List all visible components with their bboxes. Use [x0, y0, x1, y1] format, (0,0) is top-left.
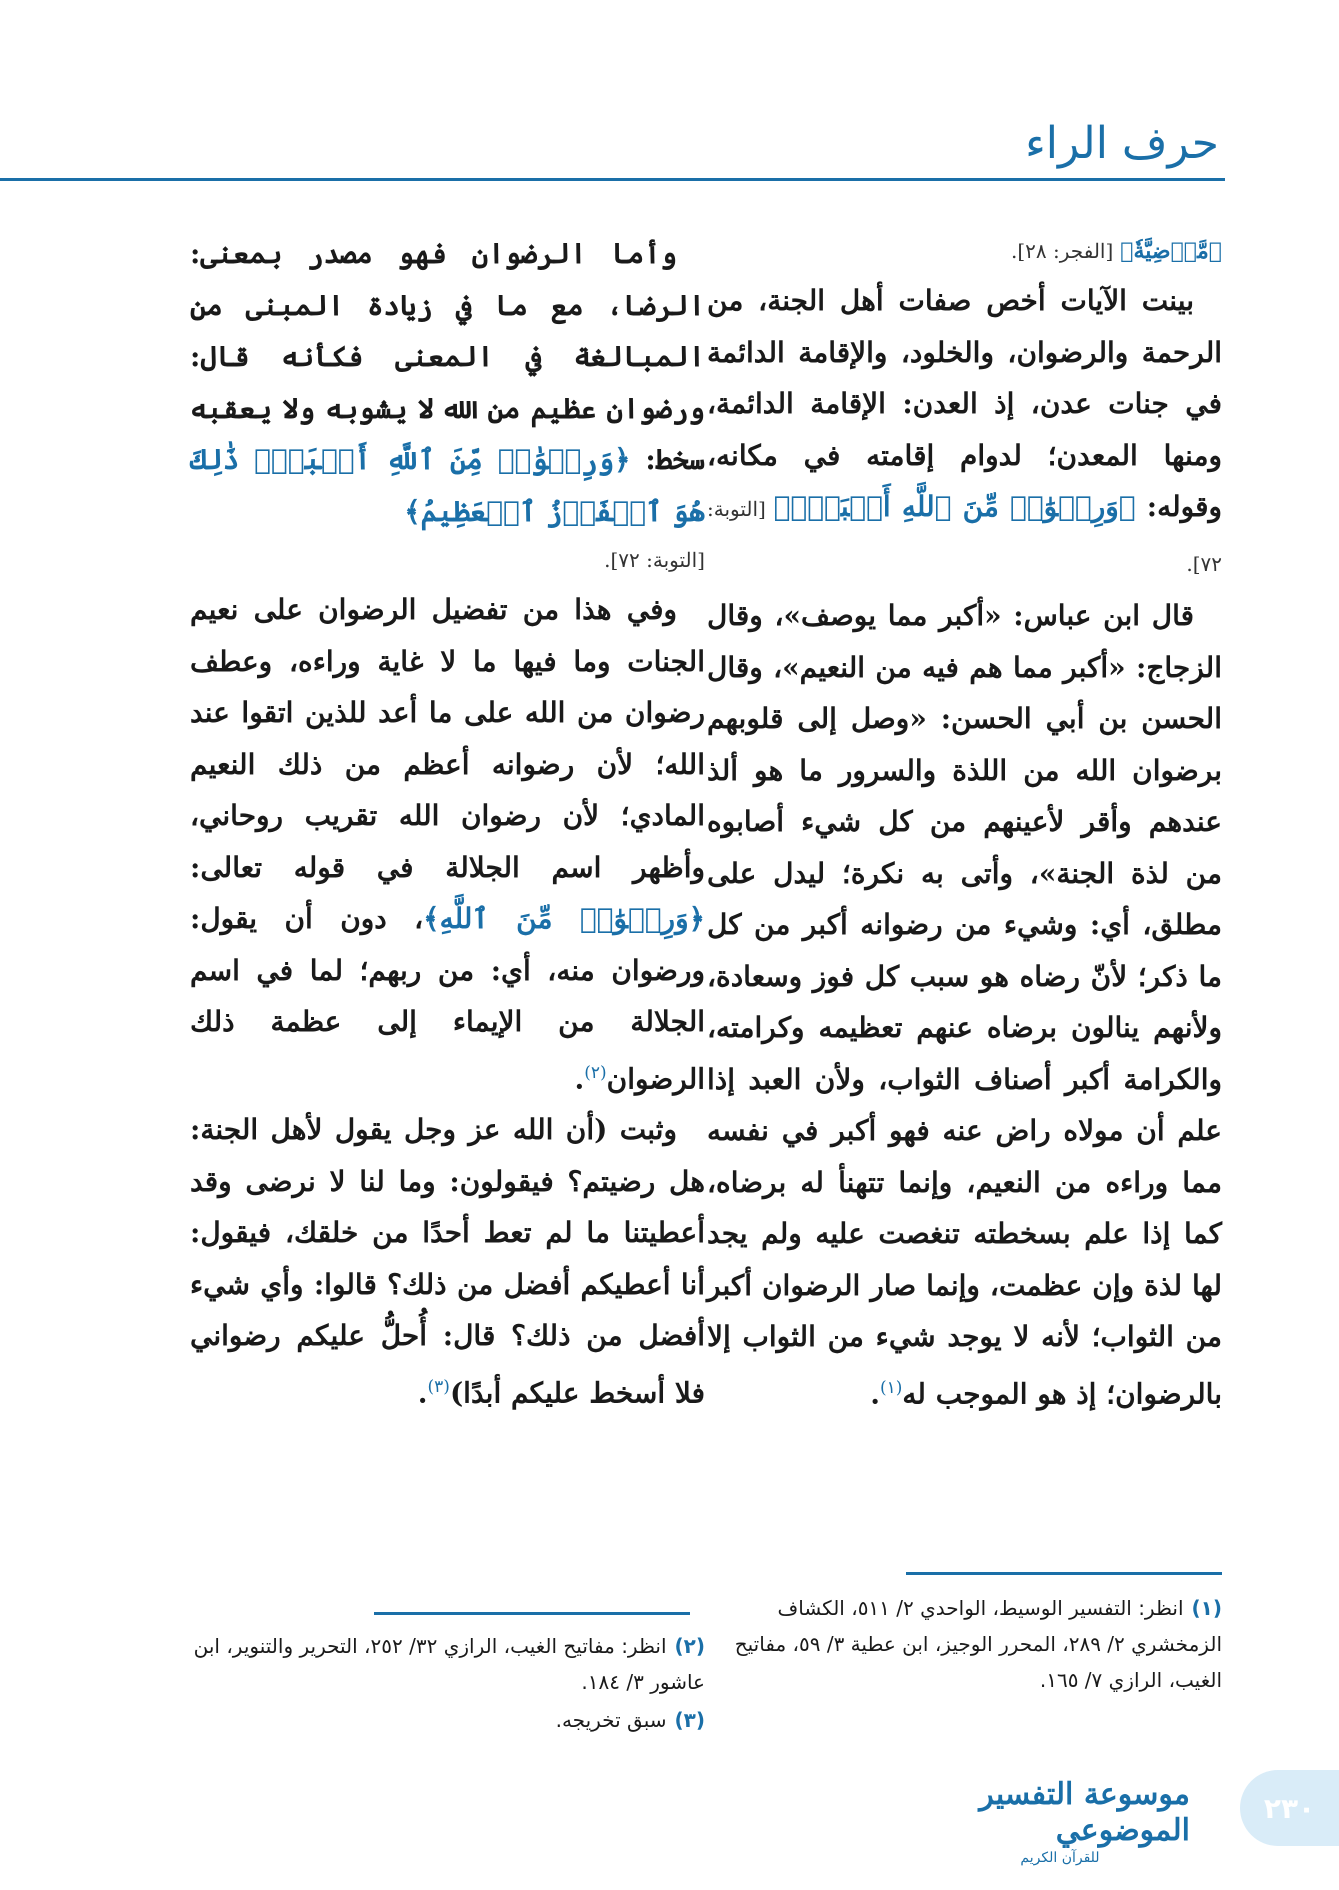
- right-column: [707, 228, 1222, 1419]
- surah-ref: [التوبة: ٧٢].: [604, 548, 705, 572]
- footnote-text: انظر: التفسير الوسيط، الواحدي ٢/ ٥١١، الكشاف الزمخشري ٢/ ٢٨٩، المحرر الوجيز، ابن عطية ٣/ ٥٩، مفاتيح الغيب، الرازي ٧/ ١٦٥.: [734, 1596, 1222, 1692]
- header-rule: [0, 178, 1225, 181]
- page-number: ٢٣٠: [1240, 1770, 1339, 1846]
- paragraph: [190, 228, 705, 537]
- paragraph-text: بينت الآيات أخص صفات أهل الجنة، من الرحمة والرضوان، والخلود، والإقامة الدائمة في جنات عدن، إذ العدن: الإقامة الدائمة، ومنها المعدن؛ لدوام إقامته في مكانه، وقوله:: [707, 284, 1222, 523]
- paragraph-text: وفي هذا من تفضيل الرضوان على نعيم الجنات وما فيها ما لا غاية وراءه، وعطف رضوان من الله على ما أعد للذين اتقوا عند الله؛ لأن رضوانه أعظم من ذلك النعيم المادي؛ لأن رضوان الله تقريب روحاني، وأظهر اسم الجلالة في قوله تعالى:: [190, 593, 705, 884]
- footnotes-right: [707, 1590, 1222, 1700]
- verse-quote: ﴿وَرِضۡوَٰنٞ مِّنَ ٱللَّهِ﴾: [423, 902, 705, 935]
- paragraph-text: ، دون أن يقول: ورضوان منه، أي: من ربهم؛ لما في اسم الجلالة من الإيماء إلى عظمة ذلك الرضوان: [190, 902, 705, 1095]
- logo-subtitle: للقرآن الكريم: [1020, 1850, 1100, 1866]
- verse-quote: ﴿مَّرۡضِيَّةٗ﴾: [1120, 238, 1222, 264]
- encyclopedia-logo: [930, 1777, 1190, 1866]
- footnote-marker[interactable]: (٢): [584, 1062, 607, 1083]
- paragraph: [707, 590, 1222, 1419]
- surah-ref-line: [190, 537, 705, 584]
- footnote-rule: [374, 1612, 690, 1615]
- paragraph-end: .: [870, 1376, 880, 1410]
- footnote: [707, 1590, 1222, 1698]
- verse-quote: ﴿وَرِضۡوَٰنٞ مِّنَ ٱللَّهِ أَكۡبَرُۚ ذَٰلِكَ هُوَ ٱلۡفَوۡزُ ٱلۡعَظِيمُ﴾: [190, 443, 705, 528]
- footnote-marker[interactable]: (٣): [427, 1376, 450, 1397]
- footnote-text: سبق تخريجه.: [555, 1708, 667, 1732]
- footnote: [190, 1702, 705, 1738]
- paragraph: [190, 1104, 705, 1418]
- footnote-number: (٣): [674, 1708, 705, 1732]
- verse-quote: ﴿وَرِضۡوَٰنٞ مِّنَ ٱللَّهِ أَكۡبَرُۚ﴾: [773, 490, 1136, 523]
- surah-ref: [التوبة: ٧٢].: [707, 497, 1222, 576]
- paragraph: [190, 584, 705, 1104]
- footnote-rule: [906, 1572, 1222, 1575]
- footnote: [190, 1628, 705, 1700]
- paragraph: [707, 275, 1222, 590]
- left-column: [190, 228, 705, 1419]
- paragraph-text: قال ابن عباس: «أكبر مما يوصف»، وقال الزجاج: «أكبر مما هم فيه من النعيم»، وقال الحسن بن أبي الحسن: «وصل إلى قلوبهم برضوان الله من اللذة والسرور ما هو ألذ عندهم وأقر لأعينهم من كل شيء أصابوه من لذة الجنة»، وأتى به نكرة؛ ليدل على مطلق، أي: وشيء من رضوانه أكبر من كل ما ذكر؛ لأنّ رضاه هو سبب كل فوز وسعادة، ولأنهم ينالون برضاه عنهم تعظيمه وكرامته، والكرامة أكبر أصناف الثواب، ولأن العبد إذا علم أن مولاه راض عنه فهو أكبر في نفسه مما وراءه من النعيم، وإنما تتهنأ له برضاه، كما إذا علم بسخطته تنغصت عليه ولم يجد لها لذة وإن عظمت، وإنما صار الرضوان أكبر من الثواب؛ لأنه لا يوجد شيء من الثواب إلا بالرضوان؛ إذ هو الموجب له: [707, 599, 1222, 1410]
- paragraph-end: .: [574, 1061, 585, 1095]
- paragraph-text: وأما الرضوان فهو مصدر بمعنى: الرضا، مع ما في زيادة المبنى من المبالغة في المعنى فكأنه قال: ورضوان عظيم من الله لا يشوبه ولا يعقبه سخط:: [190, 237, 705, 476]
- logo-title: موسوعة التفسير الموضوعي: [979, 1777, 1190, 1848]
- paragraph-end: .: [417, 1376, 428, 1410]
- paragraph-text: وثبت (أن الله عز وجل يقول لأهل الجنة: هل رضيتم؟ فيقولون: وما لنا لا نرضى وقد أعطيتنا ما لم تعط أحدًا من خلقك، فيقول: أنا أعطيكم أفضل من ذلك؟ قالوا: وأي شيء أفضل من ذلك؟ قال: أُحلُّ عليكم رضواني فلا أسخط عليكم أبدًا): [190, 1113, 705, 1410]
- surah-ref: [الفجر: ٢٨].: [1011, 239, 1114, 263]
- footnotes-left: [190, 1628, 705, 1740]
- footnote-text: انظر: مفاتيح الغيب، الرازي ٣٢/ ٢٥٢، التحرير والتنوير، ابن عاشور ٣/ ١٨٤.: [193, 1634, 705, 1694]
- footnote-number: (١): [1191, 1596, 1222, 1620]
- section-title: حرف الراء: [1025, 118, 1219, 169]
- footnote-marker[interactable]: (١): [880, 1377, 903, 1398]
- footnote-number: (٢): [674, 1634, 705, 1658]
- top-verse-ref: [707, 228, 1222, 275]
